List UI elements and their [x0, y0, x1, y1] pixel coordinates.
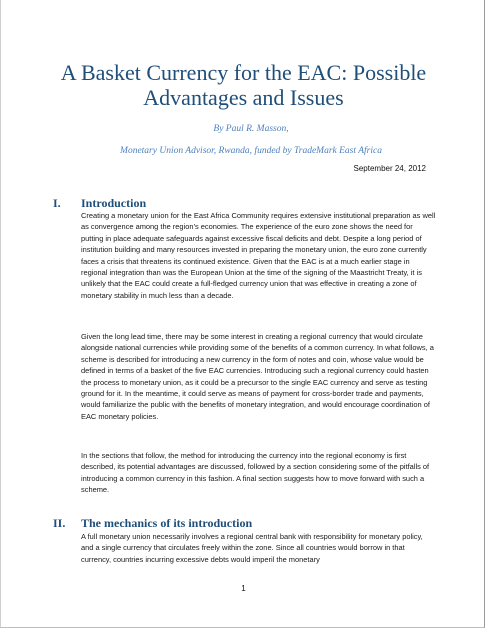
section-number: I.	[53, 196, 61, 210]
paragraph: A full monetary union necessarily involves a regional central bank with responsibility for monetary policy, and a single currency that circulates freely within the zone. Since all countries would borrow in that currency, countries incurring excessive debts would imperil the monetary	[81, 532, 423, 564]
section-title: Introduction	[81, 196, 147, 210]
document-date: September 24, 2012	[353, 164, 426, 173]
paragraph: Creating a monetary union for the East Africa Community requires extensive institutional preparation as well as convergence among the region’s economies. The experience of the euro zone shows the need for putting in place adequate safeguards against excessive fiscal deficits and debt. Despite a long period of institution building and many resources invested in preparing the monetary union, the euro zone currently faces a crisis that threatens its continued existence. Given that the EAC is at a much earlier stage in regional integration than was the European Union at the time of the signing of the Maastricht Treaty, it is unlikely that the EAC could create a full-fledged currency union that was effective in creating a zone of monetary stability in much less than a decade.	[81, 211, 436, 300]
paragraph: Given the long lead time, there may be some interest in creating a regional currency that would circulate alongside national currencies while providing some of the benefits of a common currency. In what follows, a scheme is described for introducing a new currency in the form of notes and coin, whose value would be defined in terms of a basket of the five EAC currencies. Introducing such a regional currency could hasten the process to monetary union, as it could be a precursor to the single EAC currency and serve as testing ground for it. In the meantime, it could serve as means of payment for cross-border trade and payments, would familiarize the public with the benefits of monetary integration, and would encourage coordination of EAC monetary policies.	[81, 332, 434, 421]
affiliation-line: Monetary Union Advisor, Rwanda, funded by TradeMark East Africa	[120, 146, 382, 156]
section-title: The mechanics of its introduction	[81, 516, 253, 530]
author-line: By Paul R. Masson,	[213, 124, 289, 134]
page-number: 1	[241, 584, 246, 593]
section-number: II.	[53, 516, 66, 530]
paragraph: In the sections that follow, the method for introducing the currency into the regional economy is first described, its potential advantages are discussed, followed by a section considering some of the pitfalls of introducing a common currency in this fashion. A final section suggests how to move forward with such a scheme.	[81, 451, 430, 495]
page-title: A Basket Currency for the EAC: Possible Advantages and Issues	[60, 60, 427, 110]
